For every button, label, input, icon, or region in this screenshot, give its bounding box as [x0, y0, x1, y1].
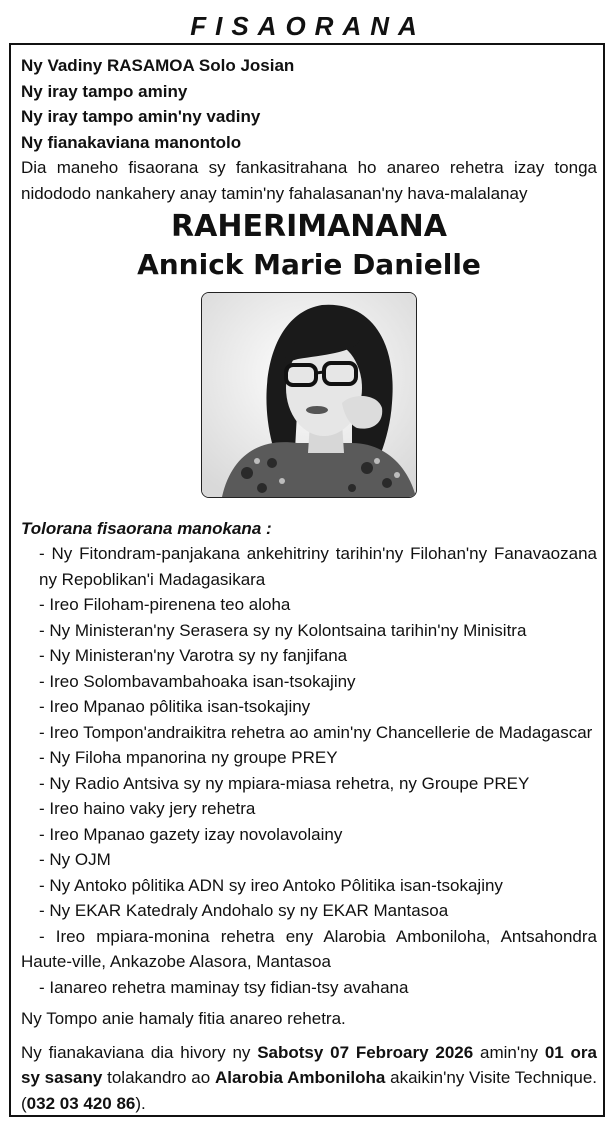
- family-line-whole-family: Ny fianakaviana manontolo: [21, 132, 242, 152]
- list-item: - Ny Ministeran'ny Varotra sy ny fanjifana: [39, 646, 348, 665]
- list-item: - Ireo mpiara-monina rehetra eny Alarobia Amboniloha, Antsahondra Haute-ville, Ankazobe Alasora, Mantasoa: [21, 926, 597, 971]
- list-item: - Ireo Mpanao pôlitika isan-tsokajiny: [39, 697, 311, 716]
- contact-phone: 032 03 420 86: [26, 1093, 136, 1113]
- list-item: - Ireo Tompon'andraikitra rehetra ao amin'ny Chancellerie de Madagascar: [39, 722, 593, 742]
- thanks-intro-text: Dia maneho fisaorana sy fankasitrahana ho anareo rehetra izay tonga nidododo nankahery anay tamin'ny fahalasanan'ny hava-malalanay: [21, 158, 597, 203]
- special-thanks-list: [21, 541, 597, 1000]
- portrait-container: [21, 292, 597, 506]
- gathering-date: Sabotsy 07 Febroary 2026: [257, 1042, 474, 1062]
- list-item: - Ireo Filoham-pirenena teo aloha: [39, 595, 291, 614]
- family-line-in-laws: Ny iray tampo amin'ny vadiny: [21, 107, 261, 126]
- list-item: - Ny Radio Antsiva sy ny mpiara-miasa rehetra, ny Groupe PREY: [39, 773, 530, 793]
- gathering-time: 01 ora sy sasany: [21, 1042, 598, 1087]
- notice-title: FISAORANA: [190, 11, 426, 41]
- portrait-photo: [201, 292, 417, 498]
- list-item: - Ny Filoha mpanorina ny groupe PREY: [39, 748, 338, 767]
- gathering-place: Alarobia Amboniloha: [214, 1068, 386, 1087]
- notice-frame: [9, 43, 605, 1117]
- family-line-spouse: Ny Vadiny RASAMOA Solo Josian: [21, 56, 295, 75]
- family-line-siblings: Ny iray tampo aminy: [21, 81, 188, 101]
- list-item: - Ny EKAR Katedraly Andohalo sy ny EKAR Mantasoa: [39, 901, 449, 920]
- list-item: - Ny Fitondram-panjakana ankehitriny tarihin'ny Filohan'ny Fanavaozana ny Repoblikan'i Madagasikara: [39, 544, 597, 589]
- list-item: - Ireo Mpanao gazety izay novolavolainy: [39, 824, 343, 844]
- deceased-surname: RAHERIMANANA: [171, 209, 447, 244]
- list-item: - Ireo haino vaky jery rehetra: [39, 799, 256, 818]
- notice-content: [21, 53, 597, 1116]
- list-item: - Ny Ministeran'ny Serasera sy ny Kolontsaina tarihin'ny Minisitra: [39, 620, 527, 640]
- list-item: - Ireo Solombavambahoaka isan-tsokajiny: [39, 671, 356, 691]
- notice-header: [0, 0, 616, 42]
- special-thanks-heading: Tolorana fisaorana manokana :: [21, 518, 272, 538]
- portrait-illustration: [202, 293, 416, 497]
- deceased-given-names: Annick Marie Danielle: [137, 248, 481, 281]
- list-item: - Ny Antoko pôlitika ADN sy ireo Antoko Pôlitika isan-tsokajiny: [39, 875, 503, 895]
- gathering-announcement: Ny fianakaviana dia hivory ny Sabotsy 07 Febroary 2026 amin'ny 01 ora sy sasany tolakandro ao Alarobia Amboniloha akaikin'ny Visite Technique. (032 03 420 86).: [21, 1042, 598, 1113]
- list-item: - Ny OJM: [39, 850, 111, 869]
- list-item: - Ianareo rehetra maminay tsy fidian-tsy avahana: [39, 977, 409, 997]
- closing-blessing: Ny Tompo anie hamaly fitia anareo rehetra.: [21, 1009, 346, 1028]
